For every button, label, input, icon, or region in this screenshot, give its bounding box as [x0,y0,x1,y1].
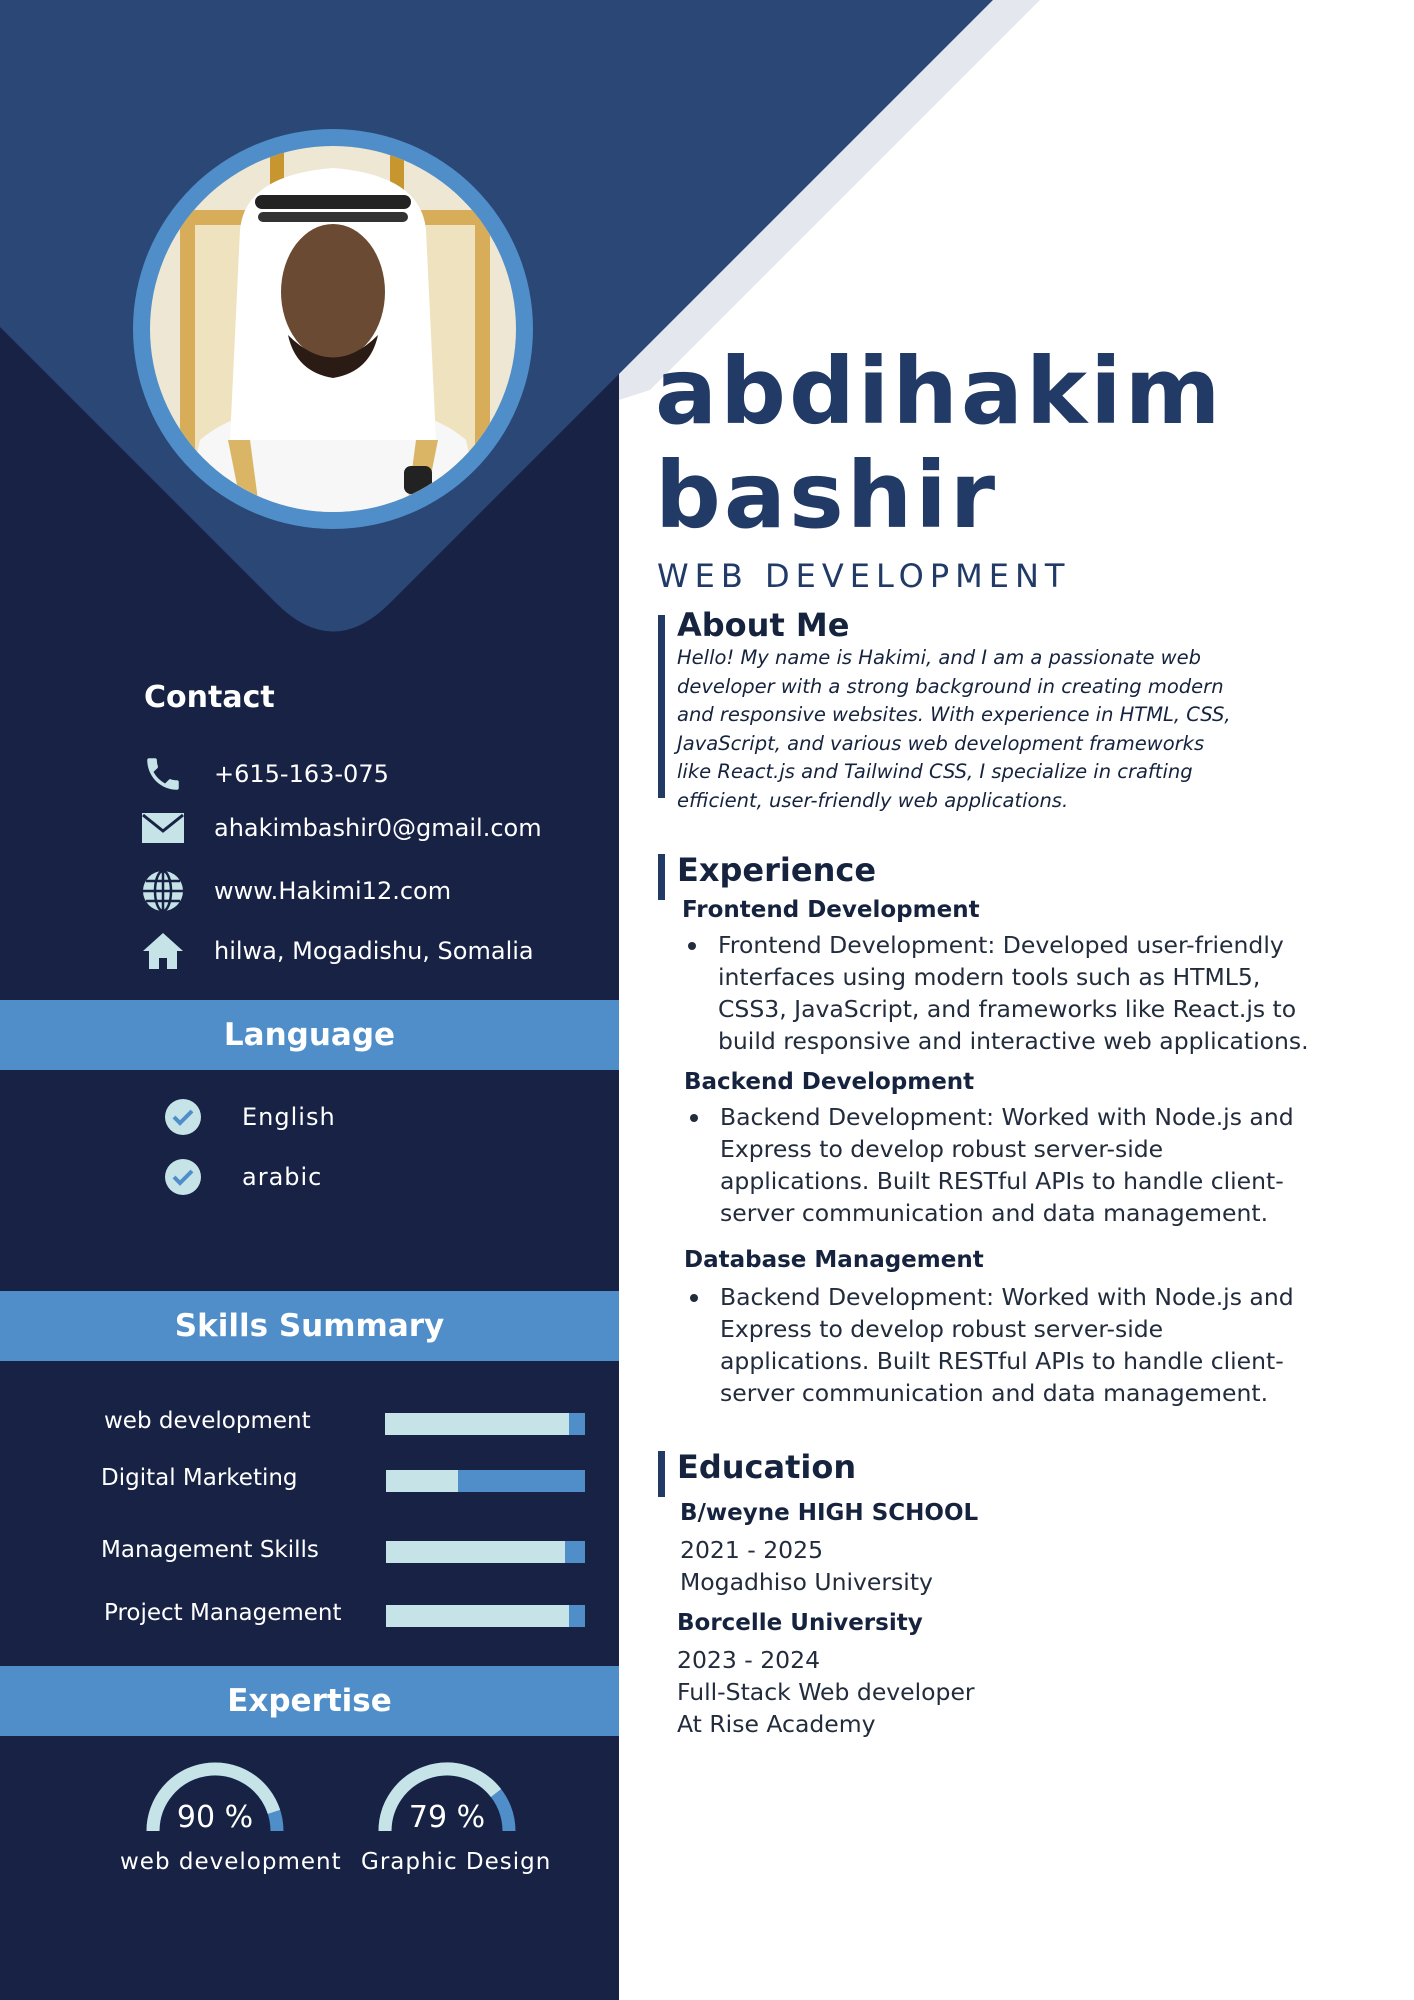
skill-bar [386,1470,585,1492]
school-years: 2023 - 2024 [677,1646,821,1674]
job-role: WEB DEVELOPMENT [657,557,1071,595]
mail-icon [140,805,186,851]
expertise-band: Expertise [0,1666,619,1736]
gauge-label: web development [120,1849,342,1875]
contact-website[interactable] [140,866,600,916]
experience-title: Experience [677,851,877,889]
job-title: Frontend Development [682,897,980,923]
phone-icon [140,751,186,797]
language-band: Language [0,1000,619,1070]
job-title: Backend Development [684,1069,975,1095]
bullet-dot [688,942,696,950]
check-circle-icon [164,1098,202,1136]
bullet-dot [690,1114,698,1122]
contact-email-text: ahakimbashir0@gmail.com [214,814,542,842]
language-arabic: arabic [242,1163,323,1191]
school-years: 2021 - 2025 [680,1536,824,1564]
job-bullet [720,1101,1310,1229]
skill-label: Project Management [104,1600,342,1626]
gauge-label: Graphic Design [361,1849,552,1875]
bullet-dot [690,1294,698,1302]
gauge-value: 79 % [408,1800,486,1835]
job-bullet [720,1281,1310,1409]
job-title: Database Management [684,1247,984,1273]
gauge-value: 90 % [176,1800,254,1835]
last-name: bashir [655,442,999,549]
school-detail: Full-Stack Web developer [677,1678,975,1706]
skill-label: web development [104,1408,311,1434]
language-item [164,1158,322,1196]
job-bullet-text: Backend Development: Worked with Node.js and Express to develop robust server-side applications. Built RESTful APIs to handle client-server communication and data management. [720,1283,1294,1407]
school-detail: Mogadhiso University [680,1568,933,1596]
skill-label: Management Skills [101,1537,319,1563]
contact-email[interactable] [140,803,600,853]
contact-address-text: hilwa, Mogadishu, Somalia [214,937,534,965]
school-name: Borcelle University [677,1610,923,1636]
contact-phone[interactable] [140,749,600,799]
expertise-gauge [140,1755,290,1837]
skill-bar [385,1413,585,1435]
section-marker [658,854,665,900]
about-title: About Me [677,606,850,644]
education-title: Education [677,1448,857,1486]
section-marker [658,615,665,798]
language-item [164,1098,336,1136]
contact-website-text: www.Hakimi12.com [214,877,452,905]
skill-bar [386,1541,585,1563]
expertise-gauge [372,1755,522,1837]
contact-phone-text: +615-163-075 [214,760,389,788]
globe-icon [140,868,186,914]
first-name: abdihakim [655,338,1224,445]
about-text: Hello! My name is Hakimi, and I am a passionate web developer with a strong background in creating modern and responsive websites. With experience in HTML, CSS, JavaScript, and various web development frameworks like React.js and Tailwind CSS, I specialize in crafting efficient, user-friendly web applications. [677,646,1231,812]
school-name: B/weyne HIGH SCHOOL [680,1500,979,1526]
skills-band: Skills Summary [0,1291,619,1361]
contact-address [140,926,600,976]
job-bullet [718,929,1318,1057]
section-marker [658,1451,665,1497]
skill-label: Digital Marketing [101,1465,298,1491]
job-bullet-text: Backend Development: Worked with Node.js and Express to develop robust server-side applications. Built RESTful APIs to handle client-server communication and data management. [720,1103,1294,1227]
language-english: English [242,1103,336,1131]
home-icon [140,928,186,974]
check-circle-icon [164,1158,202,1196]
school-detail: At Rise Academy [677,1710,876,1738]
job-bullet-text: Frontend Development: Developed user-friendly interfaces using modern tools such as HTML5, CSS3, JavaScript, and frameworks like React.js to build responsive and interactive web applications. [718,931,1309,1055]
contact-title: Contact [144,680,275,715]
skill-bar [386,1605,585,1627]
